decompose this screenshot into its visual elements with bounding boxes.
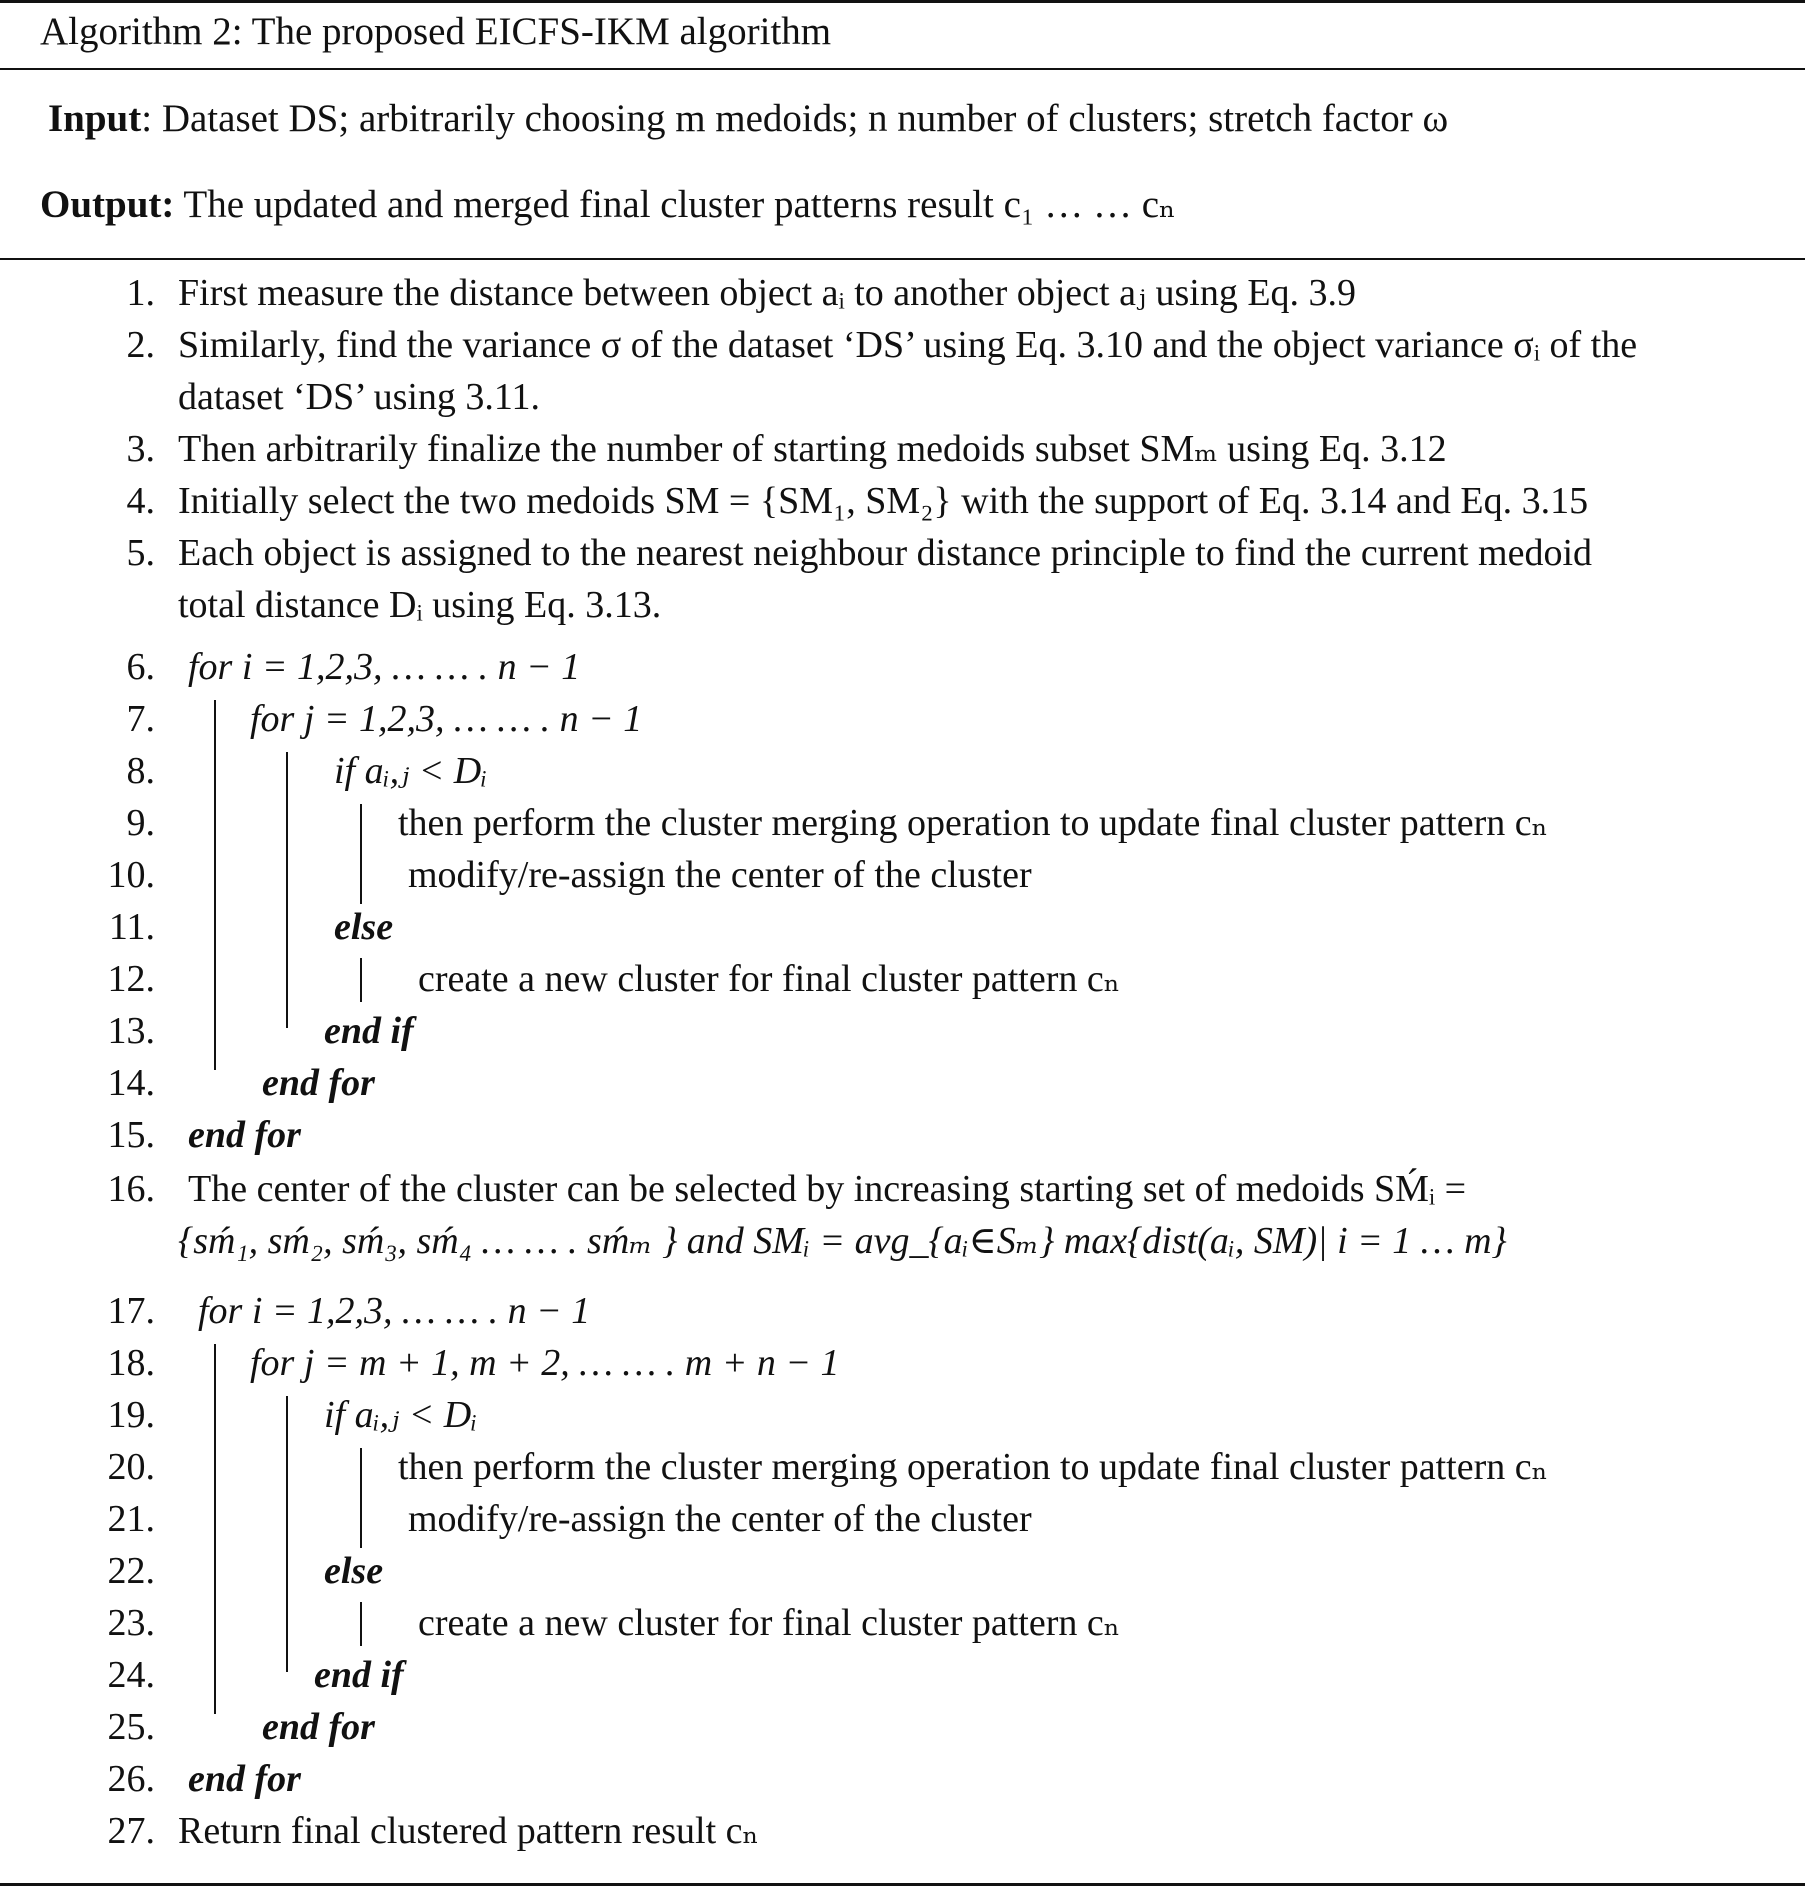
step-text: dataset ‘DS’ using 3.11. — [178, 376, 541, 418]
else-bar-2 — [360, 1602, 362, 1646]
step-text: end for — [262, 1706, 375, 1748]
output-text: The updated and merged final cluster patterns result c₁ … … cₙ — [174, 183, 1176, 226]
input-spec — [48, 94, 1448, 144]
top-rule — [0, 0, 1805, 3]
inner-loop-bar-1 — [286, 752, 288, 1028]
output-spec — [40, 180, 1176, 230]
step-text: for i = 1,2,3, … … . n − 1 — [198, 1290, 591, 1332]
step-text: Initially select the two medoids SM = {SM₁, SM₂} with the support of Eq. 3.14 and Eq. 3.15 — [178, 480, 1589, 522]
step-text: modify/re-assign the center of the cluster — [408, 854, 1032, 896]
title-rule — [0, 68, 1805, 70]
else-bar-1 — [360, 958, 362, 1002]
step-text: for j = m + 1, m + 2, … … . m + n − 1 — [250, 1342, 840, 1384]
step-text: else — [324, 1550, 384, 1592]
bottom-rule — [0, 1883, 1805, 1886]
step-text: if aᵢ,ⱼ < Dᵢ — [324, 1394, 478, 1436]
input-label: Input — [48, 97, 142, 140]
step-text: First measure the distance between object aᵢ to another object aⱼ using Eq. 3.9 — [178, 272, 1357, 314]
step-text: Return final clustered pattern result cₙ — [178, 1810, 759, 1852]
io-rule — [0, 258, 1805, 260]
outer-loop-bar-1 — [214, 700, 216, 1070]
step-text: Similarly, find the variance σ of the dataset ‘DS’ using Eq. 3.10 and the object variance σᵢ of the — [178, 324, 1638, 366]
step-text: end for — [262, 1062, 375, 1104]
step-text: end if — [324, 1010, 414, 1052]
step-text: else — [334, 906, 394, 948]
step-text: if aᵢ,ⱼ < Dᵢ — [334, 750, 488, 792]
output-label: Output: — [40, 183, 175, 226]
algorithm-title: Algorithm 2: The proposed EICFS-IKM algorithm — [40, 10, 832, 53]
step-text: total distance Dᵢ using Eq. 3.13. — [178, 584, 662, 626]
if-bar-2 — [360, 1448, 362, 1548]
step-text: for i = 1,2,3, … … . n − 1 — [188, 646, 581, 688]
step-text: The center of the cluster can be selected by increasing starting set of medoids SḾᵢ = — [188, 1168, 1467, 1210]
step-text: create a new cluster for final cluster pattern cₙ — [418, 1602, 1121, 1644]
algorithm-steps: 1. First measure the distance between object aᵢ to another object aⱼ using Eq. 3.9 2. Similarly, find the variance σ of the dataset ‘DS’ using Eq. 3.10 and the object variance σᵢ of the dataset ‘DS’ using 3.11. 3. Then arbitrarily finalize the number of starting medoids subset SMₘ using Eq. 3.12 4. Initially select the two medoids SM = {SM₁, SM₂} with the support of Eq. 3.14 and Eq. 3.15 5. Each object is assigned to the nearest neighbour distance principle to find the current medoid total distance Dᵢ using Eq. 3.13. 6. for i = 1,2,3, … … . n − 1 7. for j = 1,2,3, … … . n − 1 8. if aᵢ,ⱼ < Dᵢ 9. then perform the cluster merging operation to update final cluster pattern cₙ 10. modify/re-assign the center of the cluster 11. else 12. create a new cluster for final cluster pattern cₙ 13. end if 14. end for 15. end for 16. The center of the cluster can be selected by increasing starting set of medoids SḾᵢ = {sḿ₁, sḿ₂, sḿ₃, sḿ₄ … … . sḿₘ } and SMᵢ = avg_{aᵢ∈Sₘ} max{dist(aᵢ, SM)| i = 1 … m} 17. for i = 1,2,3, … … . n − 1 18. for j = m + 1, m + 2, … … . m + n − 1 19. if aᵢ,ⱼ < Dᵢ 20. then perform the cluster merging operation to update final cluster pattern cₙ 21. modify/re-assign the center of the cluster 22. else 23. create a new cluster for final cluster pattern cₙ 24. end if 25. end for 26. end for 27. Return final clustered pattern result cₙ — [0, 264, 1805, 1874]
step-text: then perform the cluster merging operation to update final cluster pattern cₙ — [398, 802, 1549, 844]
step-text: end for — [188, 1758, 301, 1800]
step-text: Each object is assigned to the nearest neighbour distance principle to find the current medoid — [178, 532, 1592, 574]
outer-loop-bar-2 — [214, 1344, 216, 1714]
step-text: then perform the cluster merging operation to update final cluster pattern cₙ — [398, 1446, 1549, 1488]
step-text: Then arbitrarily finalize the number of starting medoids subset SMₘ using Eq. 3.12 — [178, 428, 1447, 470]
step-text: modify/re-assign the center of the cluster — [408, 1498, 1032, 1540]
inner-loop-bar-2 — [286, 1396, 288, 1672]
input-text: : Dataset DS; arbitrarily choosing m medoids; n number of clusters; stretch factor ω — [141, 97, 1449, 140]
step-text: create a new cluster for final cluster pattern cₙ — [418, 958, 1121, 1000]
step-text: {sḿ₁, sḿ₂, sḿ₃, sḿ₄ … … . sḿₘ } and SMᵢ = avg_{aᵢ∈Sₘ} max{dist(aᵢ, SM)| i = 1 … m} — [178, 1220, 1507, 1262]
step-text: end for — [188, 1114, 301, 1156]
if-bar-1 — [360, 804, 362, 904]
step-text: for j = 1,2,3, … … . n − 1 — [250, 698, 643, 740]
step-text: end if — [314, 1654, 404, 1696]
